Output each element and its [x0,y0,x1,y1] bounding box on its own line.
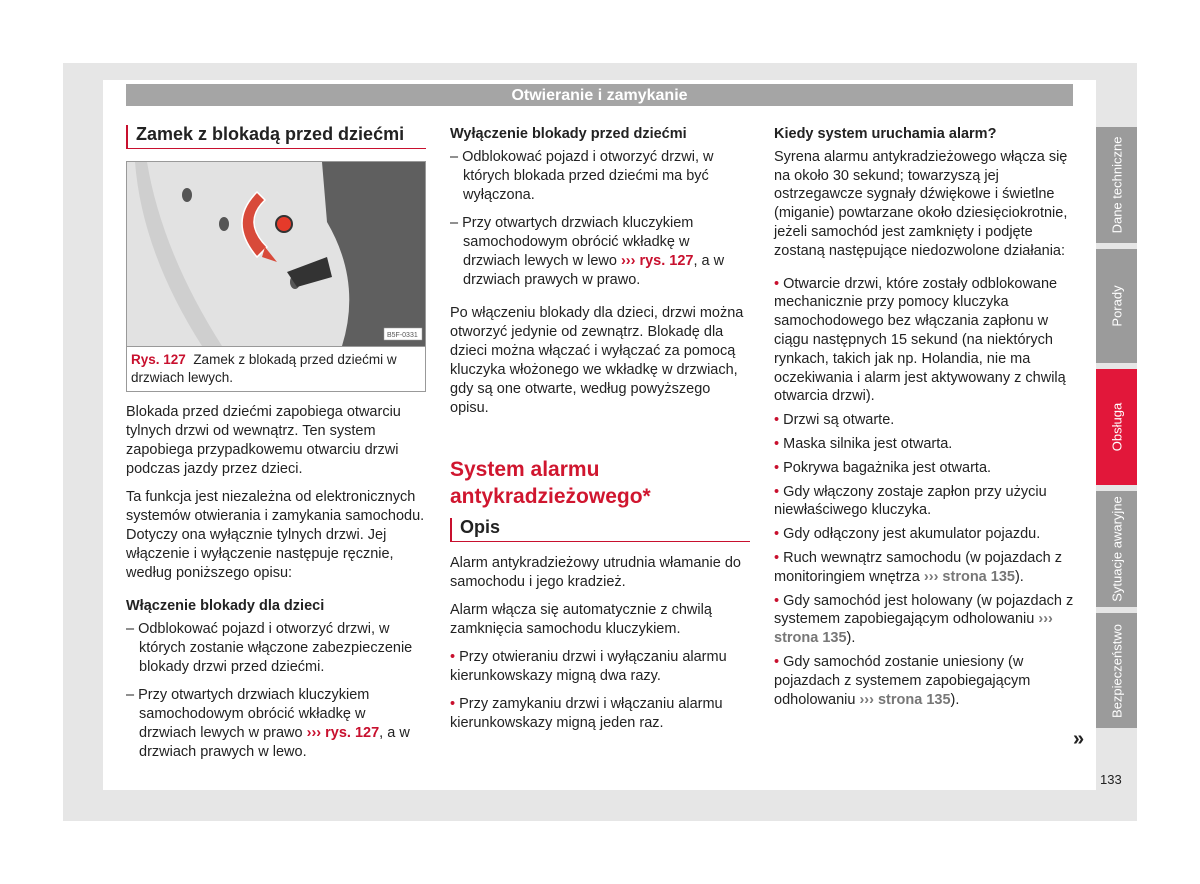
paragraph: Alarm antykradzieżowy utrudnia włamanie do samochodu i jego kradzież. [450,555,741,590]
tab-label: Sytuacje awaryjne [1109,496,1124,602]
step: – Odblokować pojazd i otworzyć drzwi, w których zostanie włączone zabezpieczenie blokady drzwi przed dziećmi. [126,621,413,675]
subheading: Wyłączenie blokady przed dziećmi [450,126,687,142]
bullet-text: Ruch wewnątrz samochodu (w pojazdach z monitoringiem wnętrza [774,549,1062,585]
bullet: • Maska silnika jest otwarta. [774,435,1074,454]
section-heading: Zamek z blokadą przed dziećmi [126,125,426,149]
caption-text: Zamek z blokadą przed dziećmi w drzwiach lewych. [131,352,397,385]
bullet: • Otwarcie drzwi, które zostały odblokowane mechanicznie przy pomocy kluczyka samochodowego bez włączania zapłonu w ciągu następnych 15 sekund (na niektórych rynkach, takich jak np. Holandia, nie ma oczekiwania i alarm jest aktywowany z chwilą otwarcia drzwi). [774,275,1074,407]
tab-label: Obsługa [1109,402,1124,452]
paragraph: Syrena alarmu antykradzieżowego włącza się na około 30 sekund; towarzyszą jej ostrzegawcze sygnały dźwiękowe i świetlne (miganie) powtarzane około dziesięciokrotnie, jeżeli samochód jest zamknięty i podjęte zostaną następujące niedozwolone działania: [774,148,1068,259]
section-header: Otwieranie i zamykanie [126,84,1073,106]
tab-dane-techniczne[interactable] [1096,127,1137,243]
step-text: , a w drzwiach prawych w prawo. [463,253,725,288]
paragraph: Po włączeniu blokady dla dzieci, drzwi można otworzyć jedynie od zewnątrz. Blokadę dla dzieci można włączać i wyłączać za pomocą kluczyka włożonego we wkładkę w drzwiach, gdy są one otwarte, według powyższego opisu. [450,305,744,416]
step-text: – Przy otwartych drzwiach kluczykiem samochodowym obrócić wkładkę w drzwiach lewych w prawo [126,687,370,741]
subheading: Włączenie blokady dla dzieci [126,598,325,614]
bullet-text: ). [950,691,960,708]
tab-bezpieczenstwo[interactable] [1096,613,1137,728]
bullet-text: Gdy samochód zostanie uniesiony (w pojazdach z systemem zapobiegającym odholowaniu [774,653,1031,708]
step [126,686,426,762]
bullet-text: ). [846,630,856,647]
bullet-text: ). [1014,568,1024,585]
figure-caption [126,347,426,392]
bullet: • Pokrywa bagażnika jest otwarta. [774,459,1074,478]
continue-marker: » [1073,728,1085,750]
figure-link[interactable]: ››› rys. 127 [306,725,380,741]
step [450,214,750,290]
step: – Odblokować pojazd i otworzyć drzwi, w których blokada przed dziećmi ma być wyłączona. [450,149,714,203]
page-number: 133 [1100,772,1122,787]
section-heading: Opis [450,518,750,542]
bullet-text: Gdy samochód jest holowany (w pojazdach z systemem zapobiegającym odholowaniu [774,592,1074,628]
figure-label: Rys. 127 [131,352,186,367]
tab-label: Dane techniczne [1109,136,1124,234]
bullet: • Przy otwieraniu drzwi i wyłączaniu alarmu kierunkowskazy migną dwa razy. [450,648,750,686]
tab-sytuacje-awaryjne[interactable] [1096,491,1137,607]
subheading: Kiedy system uruchamia alarm? [774,126,997,142]
bullet [774,592,1074,648]
column-2 [450,125,750,742]
tab-label: Bezpieczeństwo [1109,623,1124,718]
bullet: • Drzwi są otwarte. [774,411,1074,430]
bullet: • Przy zamykaniu drzwi i włączaniu alarmu kierunkowskazy migną jeden raz. [450,695,750,733]
tab-porady[interactable] [1096,249,1137,363]
bullet: • Gdy odłączony jest akumulator pojazdu. [774,525,1074,544]
paragraph: Blokada przed dziećmi zapobiega otwarciu tylnych drzwi od wewnątrz. Ten system zapobiega przypadkowemu otwarciu drzwi podczas jazdy przez dzieci. [126,404,401,477]
page-link[interactable]: ››› strona 135 [774,611,1053,647]
figure-code: B5F-0331 [387,332,418,339]
paragraph: Alarm włącza się automatycznie z chwilą zamknięcia samochodu kluczykiem. [450,602,712,637]
chapter-heading: System alarmu antykradzieżowego* [450,458,651,508]
column-1 [126,125,426,771]
column-3 [774,125,1074,718]
page-link[interactable]: ››› strona 135 [859,691,951,708]
bullet [774,549,1074,587]
bullet: • Gdy włączony zostaje zapłon przy użyciu niewłaściwego kluczyka. [774,483,1074,521]
paragraph: Ta funkcja jest niezależna od elektronicznych systemów otwierania i zamykania samochodu. Dotyczy ona wyłącznie tylnych drzwi. Jej włączenie i wyłączenie następuje ręcznie, według poniższego opisu: [126,489,425,581]
step-text: , a w drzwiach prawych w lewo. [139,725,410,760]
step-text: – Przy otwartych drzwiach kluczykiem samochodowym obrócić wkładkę w drzwiach lewych w lewo [450,215,694,269]
tab-obsluga[interactable] [1096,369,1137,485]
page-link[interactable]: ››› strona 135 [923,568,1015,585]
door-lock-illustration [127,162,425,346]
figure-link[interactable]: ››› rys. 127 [620,253,694,269]
figure-door-lock [126,161,426,347]
tab-label: Porady [1109,285,1124,327]
bullet [774,653,1074,709]
